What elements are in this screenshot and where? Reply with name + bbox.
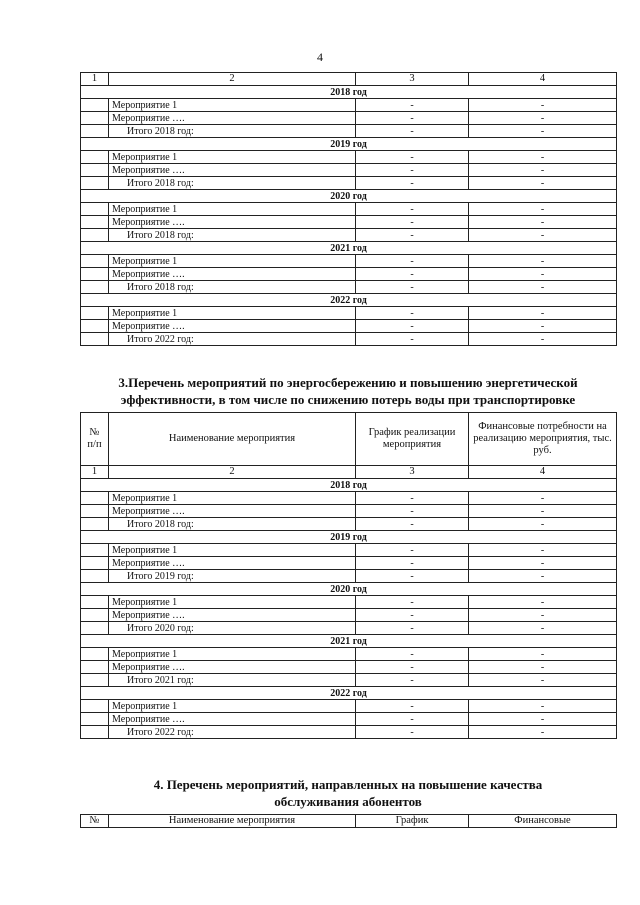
number-cell xyxy=(81,216,109,229)
year-row xyxy=(81,86,617,99)
header-number: № п/п xyxy=(81,413,109,466)
event-name: Мероприятие 1 xyxy=(109,492,356,505)
finance-cell: - xyxy=(469,648,617,661)
table-row xyxy=(81,216,617,229)
schedule-cell: - xyxy=(356,726,469,739)
schedule-cell: - xyxy=(356,648,469,661)
year-row xyxy=(81,687,617,700)
schedule-cell: - xyxy=(356,281,469,294)
event-name: Мероприятие 1 xyxy=(109,307,356,320)
year-row xyxy=(81,531,617,544)
schedule-cell: - xyxy=(356,255,469,268)
event-name: Мероприятие …. xyxy=(109,609,356,622)
finance-cell: - xyxy=(469,622,617,635)
header-schedule: График xyxy=(356,815,469,828)
number-cell xyxy=(81,99,109,112)
finance-cell: - xyxy=(469,216,617,229)
section4-heading xyxy=(80,776,616,810)
header-finance: Финансовые xyxy=(469,815,617,828)
header-schedule: График реализации мероприятия xyxy=(356,413,469,466)
event-name: Мероприятие …. xyxy=(109,164,356,177)
number-cell xyxy=(81,281,109,294)
table-row xyxy=(81,320,617,333)
schedule-cell: - xyxy=(356,112,469,125)
table-row xyxy=(81,609,617,622)
finance-cell: - xyxy=(469,99,617,112)
finance-cell: - xyxy=(469,544,617,557)
number-cell xyxy=(81,648,109,661)
year-row xyxy=(81,294,617,307)
total-label: Итого 2019 год: xyxy=(109,570,356,583)
schedule-cell: - xyxy=(356,622,469,635)
column-number-row xyxy=(81,73,617,86)
header-name: Наименование мероприятия xyxy=(109,413,356,466)
schedule-cell: - xyxy=(356,164,469,177)
number-cell xyxy=(81,505,109,518)
section3-heading xyxy=(80,374,616,408)
number-cell xyxy=(81,700,109,713)
event-name: Мероприятие 1 xyxy=(109,596,356,609)
column-number: 3 xyxy=(356,466,469,479)
total-label: Итого 2018 год: xyxy=(109,229,356,242)
schedule-cell: - xyxy=(356,557,469,570)
event-name: Мероприятие 1 xyxy=(109,544,356,557)
year-cell: 2019 год xyxy=(81,531,617,544)
number-cell xyxy=(81,492,109,505)
total-label: Итого 2018 год: xyxy=(109,177,356,190)
table-row xyxy=(81,492,617,505)
column-number-row xyxy=(81,466,617,479)
table-row xyxy=(81,596,617,609)
table-row xyxy=(81,713,617,726)
year-cell: 2018 год xyxy=(81,86,617,99)
event-name: Мероприятие 1 xyxy=(109,99,356,112)
total-row xyxy=(81,518,617,531)
table-row xyxy=(81,648,617,661)
table-row xyxy=(81,203,617,216)
table-section3-body xyxy=(81,413,617,739)
number-cell xyxy=(81,112,109,125)
total-label: Итого 2020 год: xyxy=(109,622,356,635)
column-number: 2 xyxy=(109,73,356,86)
section3-heading-line1: 3.Перечень мероприятий по энергосбережению и повышению энергетической xyxy=(118,375,578,390)
year-row xyxy=(81,583,617,596)
total-row xyxy=(81,622,617,635)
event-name: Мероприятие 1 xyxy=(109,700,356,713)
year-cell: 2022 год xyxy=(81,294,617,307)
year-row xyxy=(81,479,617,492)
number-cell xyxy=(81,229,109,242)
table-row xyxy=(81,661,617,674)
year-cell: 2022 год xyxy=(81,687,617,700)
schedule-cell: - xyxy=(356,505,469,518)
number-cell xyxy=(81,661,109,674)
schedule-cell: - xyxy=(356,216,469,229)
finance-cell: - xyxy=(469,596,617,609)
number-cell xyxy=(81,596,109,609)
total-label: Итого 2022 год: xyxy=(109,726,356,739)
event-name: Мероприятие 1 xyxy=(109,255,356,268)
table-row xyxy=(81,700,617,713)
column-number: 1 xyxy=(81,73,109,86)
table-row xyxy=(81,505,617,518)
total-row xyxy=(81,674,617,687)
finance-cell: - xyxy=(469,203,617,216)
finance-cell: - xyxy=(469,164,617,177)
year-cell: 2021 год xyxy=(81,635,617,648)
finance-cell: - xyxy=(469,505,617,518)
finance-cell: - xyxy=(469,557,617,570)
number-cell xyxy=(81,622,109,635)
number-cell xyxy=(81,518,109,531)
event-name: Мероприятие 1 xyxy=(109,648,356,661)
schedule-cell: - xyxy=(356,229,469,242)
schedule-cell: - xyxy=(356,674,469,687)
table-header-row xyxy=(81,413,617,466)
finance-cell: - xyxy=(469,492,617,505)
finance-cell: - xyxy=(469,674,617,687)
section4-heading-line1: 4. Перечень мероприятий, направленных на повышение качества xyxy=(153,777,543,792)
column-number: 4 xyxy=(469,466,617,479)
schedule-cell: - xyxy=(356,544,469,557)
event-name: Мероприятие …. xyxy=(109,320,356,333)
number-cell xyxy=(81,333,109,346)
number-cell xyxy=(81,609,109,622)
header-name: Наименование мероприятия xyxy=(109,815,356,828)
finance-cell: - xyxy=(469,229,617,242)
finance-cell: - xyxy=(469,609,617,622)
finance-cell: - xyxy=(469,177,617,190)
finance-cell: - xyxy=(469,661,617,674)
total-label: Итого 2018 год: xyxy=(109,518,356,531)
event-name: Мероприятие …. xyxy=(109,661,356,674)
schedule-cell: - xyxy=(356,320,469,333)
schedule-cell: - xyxy=(356,151,469,164)
number-cell xyxy=(81,570,109,583)
number-cell xyxy=(81,557,109,570)
finance-cell: - xyxy=(469,307,617,320)
total-label: Итого 2018 год: xyxy=(109,281,356,294)
year-cell: 2018 год xyxy=(81,479,617,492)
finance-cell: - xyxy=(469,700,617,713)
total-label: Итого 2018 год: xyxy=(109,125,356,138)
event-name: Мероприятие …. xyxy=(109,505,356,518)
schedule-cell: - xyxy=(356,713,469,726)
table-continuation xyxy=(80,72,617,346)
table-row xyxy=(81,255,617,268)
number-cell xyxy=(81,177,109,190)
number-cell xyxy=(81,151,109,164)
year-row xyxy=(81,242,617,255)
event-name: Мероприятие 1 xyxy=(109,151,356,164)
table-section3 xyxy=(80,412,617,739)
schedule-cell: - xyxy=(356,518,469,531)
table-row xyxy=(81,557,617,570)
schedule-cell: - xyxy=(356,177,469,190)
number-cell xyxy=(81,713,109,726)
column-number: 2 xyxy=(109,466,356,479)
table-section4 xyxy=(80,814,617,828)
table-continuation-body xyxy=(81,73,617,346)
event-name: Мероприятие …. xyxy=(109,112,356,125)
column-number: 1 xyxy=(81,466,109,479)
total-row xyxy=(81,726,617,739)
finance-cell: - xyxy=(469,713,617,726)
schedule-cell: - xyxy=(356,307,469,320)
schedule-cell: - xyxy=(356,700,469,713)
table-row xyxy=(81,164,617,177)
total-label: Итого 2022 год: xyxy=(109,333,356,346)
finance-cell: - xyxy=(469,125,617,138)
schedule-cell: - xyxy=(356,125,469,138)
finance-cell: - xyxy=(469,320,617,333)
column-number: 4 xyxy=(469,73,617,86)
number-cell xyxy=(81,268,109,281)
total-row xyxy=(81,177,617,190)
finance-cell: - xyxy=(469,281,617,294)
schedule-cell: - xyxy=(356,203,469,216)
schedule-cell: - xyxy=(356,492,469,505)
table-row xyxy=(81,151,617,164)
finance-cell: - xyxy=(469,333,617,346)
event-name: Мероприятие …. xyxy=(109,557,356,570)
number-cell xyxy=(81,674,109,687)
schedule-cell: - xyxy=(356,99,469,112)
number-cell xyxy=(81,307,109,320)
total-row xyxy=(81,333,617,346)
year-cell: 2019 год xyxy=(81,138,617,151)
total-label: Итого 2021 год: xyxy=(109,674,356,687)
finance-cell: - xyxy=(469,151,617,164)
total-row xyxy=(81,229,617,242)
schedule-cell: - xyxy=(356,333,469,346)
section4-heading-line2: обслуживания абонентов xyxy=(274,794,422,809)
total-row xyxy=(81,281,617,294)
total-row xyxy=(81,570,617,583)
section3-heading-line2: эффективности, в том числе по снижению потерь воды при транспортировке xyxy=(120,392,576,407)
year-row xyxy=(81,138,617,151)
event-name: Мероприятие …. xyxy=(109,268,356,281)
year-cell: 2020 год xyxy=(81,190,617,203)
number-cell xyxy=(81,164,109,177)
header-number: № xyxy=(81,815,109,828)
finance-cell: - xyxy=(469,518,617,531)
year-row xyxy=(81,190,617,203)
number-cell xyxy=(81,255,109,268)
table-header-row xyxy=(81,815,617,828)
finance-cell: - xyxy=(469,726,617,739)
table-row xyxy=(81,268,617,281)
page-number: 4 xyxy=(317,50,323,64)
finance-cell: - xyxy=(469,255,617,268)
table-section4-body xyxy=(81,815,617,828)
schedule-cell: - xyxy=(356,570,469,583)
table-row xyxy=(81,544,617,557)
schedule-cell: - xyxy=(356,609,469,622)
year-row xyxy=(81,635,617,648)
schedule-cell: - xyxy=(356,268,469,281)
number-cell xyxy=(81,544,109,557)
number-cell xyxy=(81,320,109,333)
table-row xyxy=(81,112,617,125)
number-cell xyxy=(81,203,109,216)
year-cell: 2020 год xyxy=(81,583,617,596)
schedule-cell: - xyxy=(356,596,469,609)
table-row xyxy=(81,99,617,112)
column-number: 3 xyxy=(356,73,469,86)
header-finance: Финансовые потребности на реализацию мероприятия, тыс. руб. xyxy=(469,413,617,466)
schedule-cell: - xyxy=(356,661,469,674)
finance-cell: - xyxy=(469,112,617,125)
event-name: Мероприятие …. xyxy=(109,713,356,726)
event-name: Мероприятие …. xyxy=(109,216,356,229)
total-row xyxy=(81,125,617,138)
year-cell: 2021 год xyxy=(81,242,617,255)
finance-cell: - xyxy=(469,570,617,583)
number-cell xyxy=(81,726,109,739)
event-name: Мероприятие 1 xyxy=(109,203,356,216)
finance-cell: - xyxy=(469,268,617,281)
number-cell xyxy=(81,125,109,138)
table-row xyxy=(81,307,617,320)
